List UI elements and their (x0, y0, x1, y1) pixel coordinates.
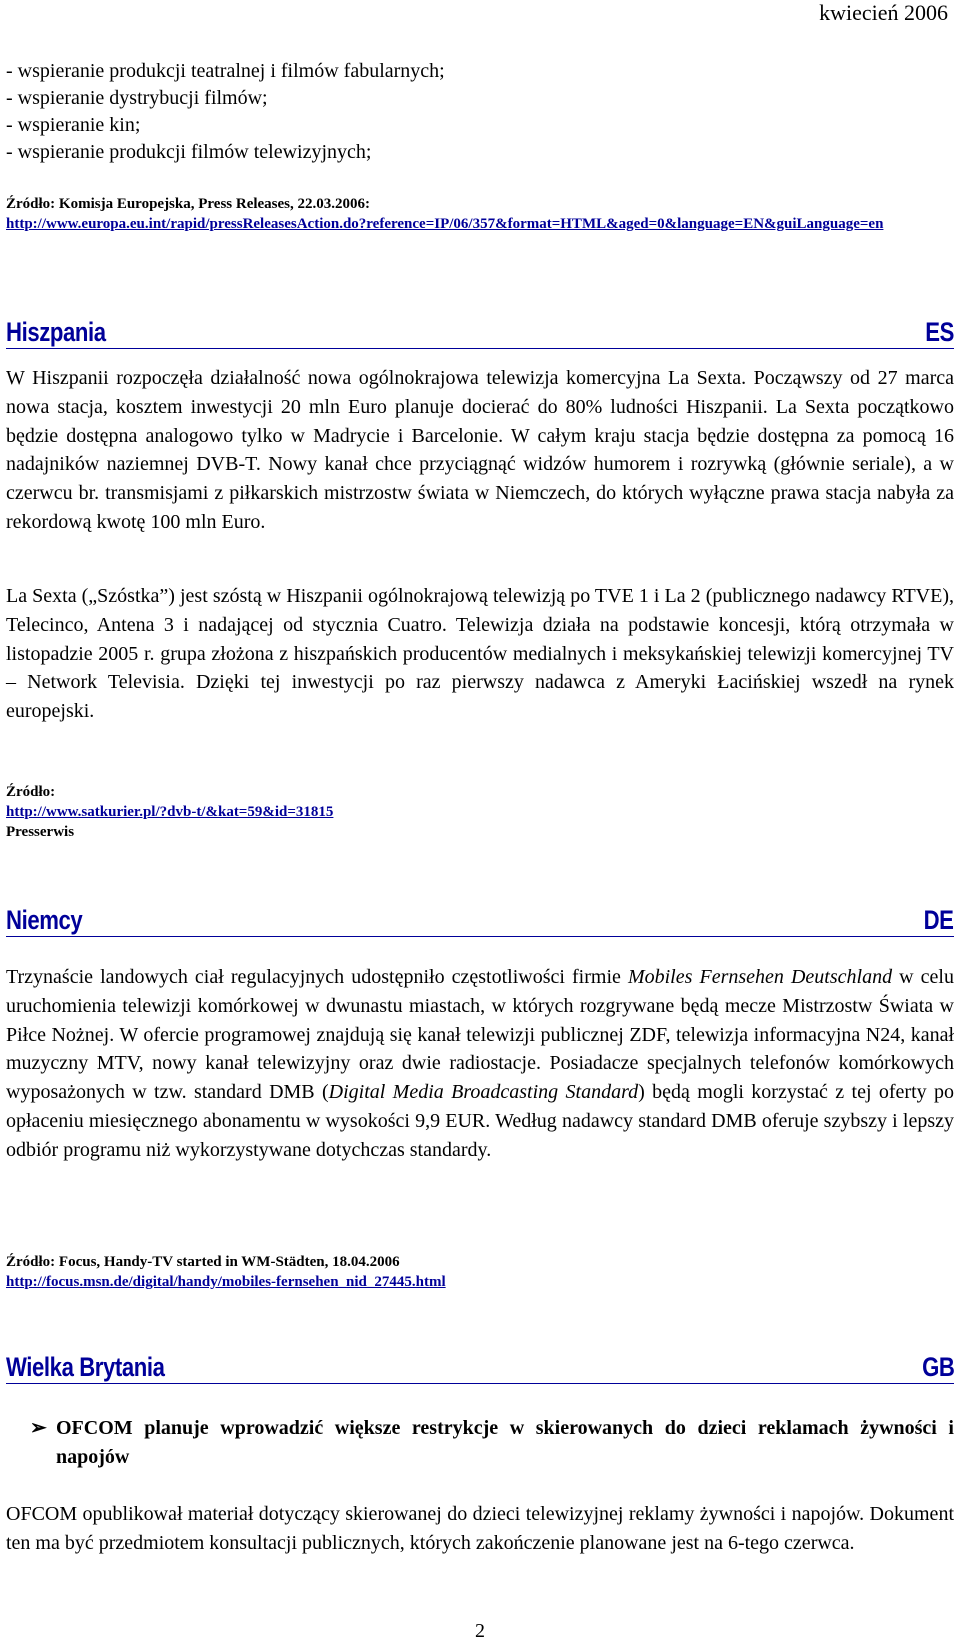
arrow-bullet-icon: ➢ (30, 1417, 47, 1439)
page-number: 2 (475, 1620, 485, 1642)
list-item: - wspieranie produkcji teatralnej i filmów fabularnych; (6, 60, 445, 82)
intro-list (6, 58, 445, 166)
list-item: - wspieranie dystrybucji filmów; (6, 87, 268, 109)
spain-source-label: Źródło: (6, 784, 56, 800)
spain-source-url[interactable]: http://www.satkurier.pl/?dvb-t/&kat=59&id=31815 (6, 804, 334, 820)
intro-source-url[interactable]: http://www.europa.eu.int/rapid/pressReleasesAction.do?reference=IP/06/357&format=HTML&aged=0&language=EN&guiLanguage=en (6, 216, 884, 232)
germany-text-italic-1: Mobiles Fernsehen Deutschland (627, 966, 893, 988)
list-item: - wspieranie produkcji filmów telewizyjnych; (6, 141, 372, 163)
germany-text-c: ) będą mogli korzystać z tej oferty po opłaceniu miesięcznego abonamentu w wysokości 9,9 EUR. Według nadawcy standard DMB oferuje szybszy i lepszy odbiór programu niż wykorzystywane dotychczas standardy. (6, 1081, 954, 1161)
uk-bullet (30, 1414, 954, 1472)
spain-source-name: Presserwis (6, 824, 75, 840)
section-header-uk (6, 1349, 954, 1384)
section-header-germany (6, 902, 954, 937)
country-code-uk: GB (921, 1352, 954, 1382)
intro-source-line: Źródło: Komisja Europejska, Press Releases, 22.03.2006: (6, 196, 371, 212)
intro-source (6, 194, 954, 234)
spain-paragraph-1: W Hiszpanii rozpoczęła działalność nowa ogólnokrajowa telewizja komercyjna La Sexta. Począwszy od 27 marca nowa stacja, kosztem inwestycji 20 mln Euro planuje docierać do 80% ludności Hiszpanii. La Sexta początkowo będzie dostępna analogowo tylko w Madrycie i Barcelonie. W całym kraju stacja będzie dostępna za pomocą 16 nadajników naziemnej DVB-T. Nowy kanał chce przyciągnąć widzów humorem i rozrywką (głównie seriale), a w czerwcu br. transmisjami z piłkarskich mistrzostw świata w Niemczech, do których wyłączne prawa stacja nabyła za rekordową kwotę 100 mln Euro. (6, 367, 954, 533)
uk-bullet-text: OFCOM planuje wprowadzić większe restrykcje w skierowanych do dzieci reklamach żywności i napojów (56, 1417, 954, 1468)
germany-source-url[interactable]: http://focus.msn.de/digital/handy/mobiles-fernsehen_nid_27445.html (6, 1274, 446, 1290)
section-title-spain: Hiszpania (6, 317, 106, 347)
spain-source (6, 782, 954, 842)
section-header-spain (6, 314, 954, 349)
germany-text-b: w celu uruchomienia telewizji komórkowej w dwunastu miastach, w których rozgrywane będą mecze Mistrzostw Świata w Piłce Nożnej. W ofercie programowej znajdują się kanał telewizji publicznej ZDF, telewizja informacyjna N24, kanał muzyczny MTV, nowy kanał telewizyjny oraz dwie radiostacje. Posiadacze specjalnych telefonów komórkowych wyposażonych w tzw. standard DMB ( (6, 966, 954, 1104)
germany-source (6, 1252, 954, 1292)
country-code-spain: ES (925, 317, 954, 347)
list-item: - wspieranie kin; (6, 114, 141, 136)
section-title-germany: Niemcy (6, 905, 83, 935)
section-title-uk: Wielka Brytania (6, 1352, 165, 1382)
germany-paragraph (6, 963, 954, 1165)
germany-text-a: Trzynaście landowych ciał regulacyjnych udostępniło częstotliwości firmie (6, 966, 628, 988)
uk-paragraph: OFCOM opublikował materiał dotyczący skierowanej do dzieci telewizyjnej reklamy żywności i napojów. Dokument ten ma być przedmiotem konsultacji publicznych, których zakończenie planowane jest na 6-tego czerwca. (6, 1503, 954, 1554)
germany-source-line: Źródło: Focus, Handy-TV started in WM-Städten, 18.04.2006 (6, 1254, 400, 1270)
country-code-germany: DE (924, 905, 954, 935)
intro-source-link[interactable] (6, 214, 954, 234)
header-date: kwiecień 2006 (819, 0, 948, 25)
germany-text-italic-2: Digital Media Broadcasting Standard (328, 1081, 639, 1104)
spain-paragraph-2: La Sexta („Szóstka”) jest szóstą w Hiszpanii ogólnokrajową telewizją po TVE 1 i La 2 (publicznego nadawcy RTVE), Telecinco, Antena 3 i nadającej od stycznia Cuatro. Telewizja działa na podstawie koncesji, którą otrzymała w listopadzie 2005 r. grupa złożona z hiszpańskich producentów medialnych i meksykańskiej telewizji komercyjnej TV – Network Televisia. Dzięki tej inwestycji po raz pierwszy nadawca z Ameryki Łacińskiej wszedł na rynek europejski. (6, 585, 954, 723)
